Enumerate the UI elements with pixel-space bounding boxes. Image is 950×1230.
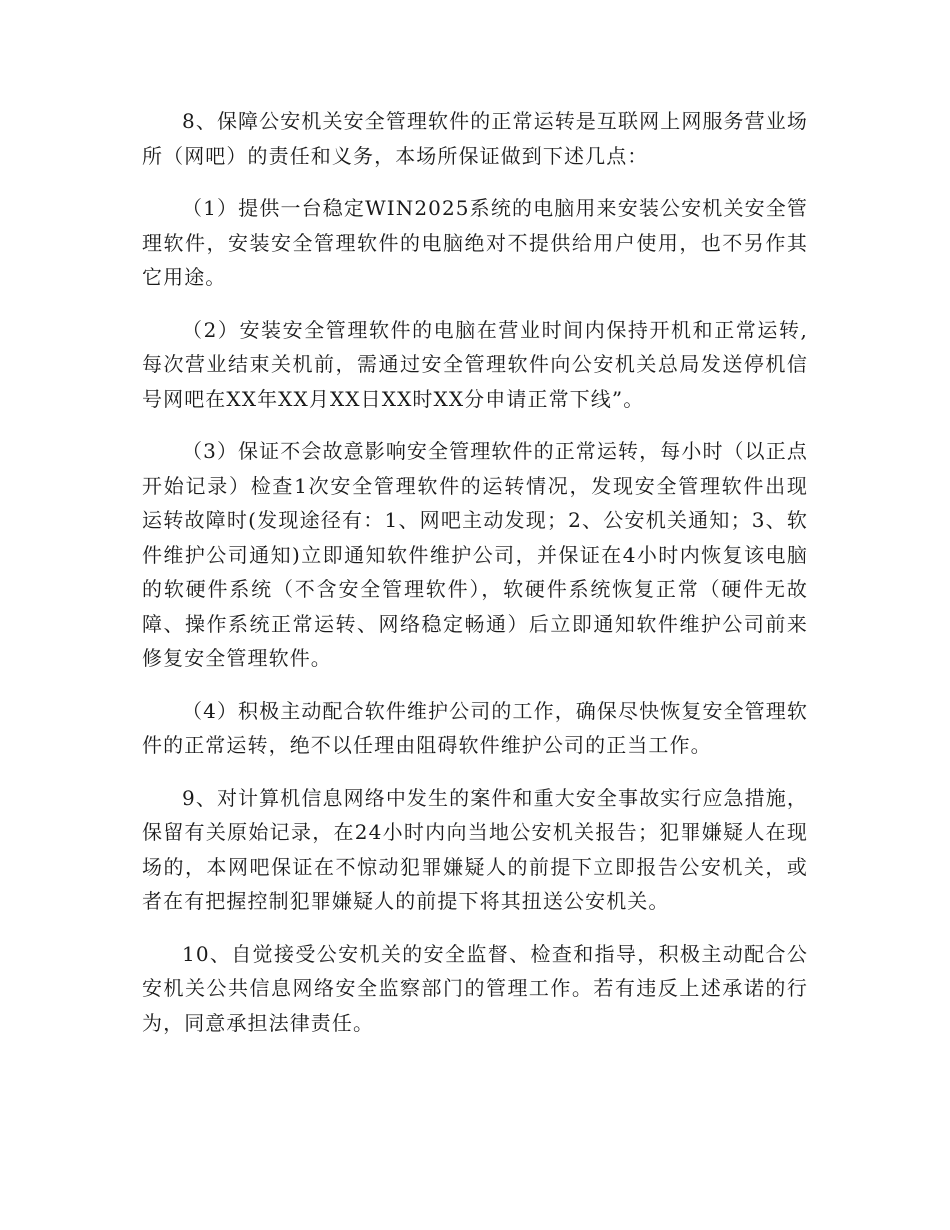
- paragraph-item-9: 9、对计算机信息网络中发生的案件和重大安全事故实行应急措施，保留有关原始记录，在24小时内向当地公安机关报告；犯罪嫌疑人在现场的，本网吧保证在不惊动犯罪嫌疑人的前提下立即报告公安机关，或者在有把握控制犯罪嫌疑人的前提下将其扭送公安机关。: [142, 785, 808, 913]
- paragraph-subitem-3: （3）保证不会故意影响安全管理软件的正常运转，每小时（以正点开始记录）检查1次安全管理软件的运转情况，发现安全管理软件出现运转故障时(发现途径有：1、网吧主动发现；2、公安机关通知；3、软件维护公司通知)立即通知软件维护公司，并保证在4小时内恢复该电脑的软硬件系统（不含安全管理软件），软硬件系统恢复正常（硬件无故障、操作系统正常运转、网络稳定畅通）后立即通知软件维护公司前来修复安全管理软件。: [142, 439, 808, 670]
- paragraph-subitem-1: （1）提供一台稳定WIN2025系统的电脑用来安装公安机关安全管理软件，安装安全管理软件的电脑绝对不提供给用户使用，也不另作其它用途。: [142, 196, 808, 289]
- document-body: [142, 104, 808, 1058]
- paragraph-subitem-4: （4）积极主动配合软件维护公司的工作，确保尽快恢复安全管理软件的正常运转，绝不以任理由阻碍软件维护公司的正当工作。: [142, 698, 808, 757]
- paragraph-subitem-2: （2）安装安全管理软件的电脑在营业时间内保持开机和正常运转,每次营业结束关机前，需通过安全管理软件向公安机关总局发送停机信号网吧在XX年XX月XX日XX时XX分申请正常下线”。: [142, 317, 808, 411]
- paragraph-item-8: 8、保障公安机关安全管理软件的正常运转是互联网上网服务营业场所（网吧）的责任和义务，本场所保证做到下述几点：: [142, 109, 808, 168]
- paragraph-item-10: 10、自觉接受公安机关的安全监督、检查和指导，积极主动配合公安机关公共信息网络安全监察部门的管理工作。若有违反上述承诺的行为，同意承担法律责任。: [142, 941, 808, 1035]
